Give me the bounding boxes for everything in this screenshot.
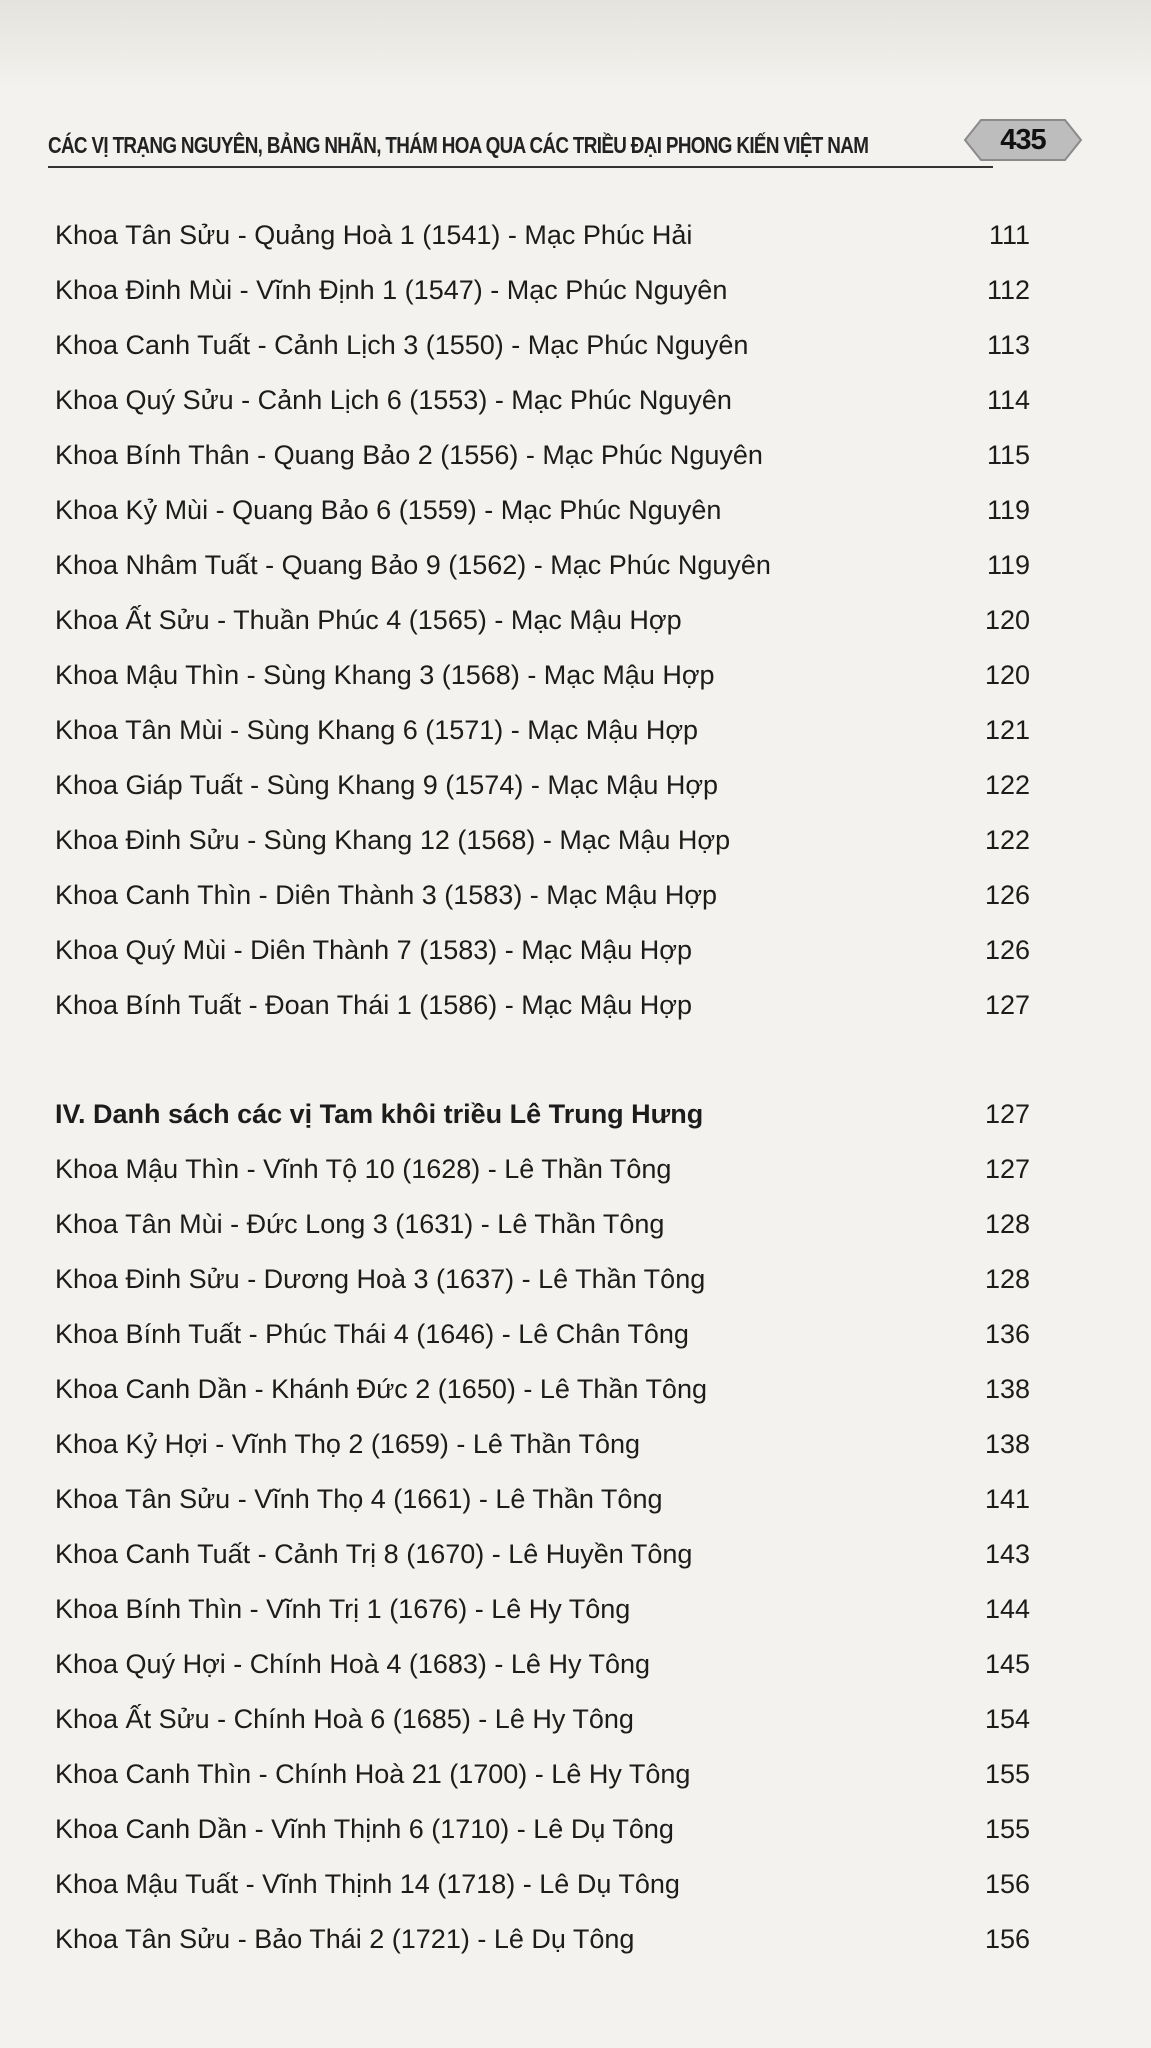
toc-entry	[55, 923, 1030, 978]
toc-entry-title: Khoa Canh Thìn - Chính Hoà 21 (1700) - Lê Hy Tông	[55, 1759, 691, 1789]
toc-entry	[55, 483, 1030, 538]
section-heading-title: IV. Danh sách các vị Tam khôi triều Lê Trung Hưng	[55, 1099, 704, 1129]
toc-entry	[55, 1637, 1030, 1692]
toc-entry-page: 155	[984, 1759, 1030, 1789]
toc-entry	[55, 758, 1030, 813]
toc-section-heading	[55, 1087, 1030, 1142]
toc-entry	[55, 868, 1030, 923]
toc-entry	[55, 208, 1030, 263]
toc-entry-title: Khoa Tân Sửu - Vĩnh Thọ 4 (1661) - Lê Thần Tông	[55, 1484, 663, 1514]
toc-entry-title: Khoa Kỷ Hợi - Vĩnh Thọ 2 (1659) - Lê Thần Tông	[55, 1429, 641, 1459]
toc-entry-title: Khoa Bính Thìn - Vĩnh Trị 1 (1676) - Lê Hy Tông	[55, 1594, 631, 1624]
toc-entry-page: 121	[984, 715, 1030, 745]
toc-entry	[55, 1307, 1030, 1362]
toc-entry-page: 127	[984, 990, 1030, 1020]
table-of-contents	[55, 208, 1030, 1967]
toc-entry	[55, 263, 1030, 318]
toc-entry	[55, 373, 1030, 428]
toc-entry	[55, 648, 1030, 703]
toc-entry-page: 126	[984, 935, 1030, 965]
toc-entry-page: 141	[984, 1484, 1030, 1514]
toc-entry-page: 144	[984, 1594, 1030, 1624]
toc-entry-title: Khoa Tân Mùi - Sùng Khang 6 (1571) - Mạc Mậu Hợp	[55, 715, 699, 745]
section-gap	[55, 1033, 1030, 1087]
toc-entry-title: Khoa Nhâm Tuất - Quang Bảo 9 (1562) - Mạc Phúc Nguyên	[55, 550, 771, 580]
toc-entry-title: Khoa Bính Tuất - Đoan Thái 1 (1586) - Mạc Mậu Hợp	[55, 990, 693, 1020]
toc-entry-title: Khoa Bính Thân - Quang Bảo 2 (1556) - Mạc Phúc Nguyên	[55, 440, 763, 470]
running-title: CÁC VỊ TRẠNG NGUYÊN, BẢNG NHÃN, THÁM HOA QUA CÁC TRIỀU ĐẠI PHONG KIẾN VIỆT NAM	[48, 132, 869, 158]
toc-entry	[55, 1197, 1030, 1252]
toc-entry-title: Khoa Canh Dần - Khánh Đức 2 (1650) - Lê Thần Tông	[55, 1374, 707, 1404]
toc-entry-page: 128	[984, 1209, 1030, 1239]
toc-entry-page: 154	[984, 1704, 1030, 1734]
toc-entry-page: 115	[986, 440, 1030, 470]
toc-entry-page: 114	[986, 385, 1030, 415]
toc-entry-page: 111	[988, 220, 1030, 250]
toc-entry-page: 122	[984, 770, 1030, 800]
toc-entry	[55, 593, 1030, 648]
toc-entry	[55, 1362, 1030, 1417]
toc-entry-page: 122	[984, 825, 1030, 855]
page-number-badge	[963, 118, 1083, 162]
toc-entry	[55, 1472, 1030, 1527]
toc-entry-page: 145	[984, 1649, 1030, 1679]
toc-entry	[55, 1747, 1030, 1802]
toc-entry	[55, 1417, 1030, 1472]
toc-entry-page: 138	[984, 1374, 1030, 1404]
toc-entry-title: Khoa Mậu Tuất - Vĩnh Thịnh 14 (1718) - Lê Dụ Tông	[55, 1869, 680, 1899]
toc-entry-page: 120	[984, 605, 1030, 635]
toc-entry-title: Khoa Canh Tuất - Cảnh Trị 8 (1670) - Lê Huyền Tông	[55, 1539, 693, 1569]
toc-entry-page: 156	[984, 1869, 1030, 1899]
toc-entry	[55, 703, 1030, 758]
toc-entry	[55, 1252, 1030, 1307]
page-header	[48, 118, 1046, 168]
toc-entry	[55, 1142, 1030, 1197]
toc-entry	[55, 1802, 1030, 1857]
toc-entry	[55, 1527, 1030, 1582]
toc-entry	[55, 538, 1030, 593]
toc-entry-title: Khoa Bính Tuất - Phúc Thái 4 (1646) - Lê Chân Tông	[55, 1319, 689, 1349]
toc-entry	[55, 978, 1030, 1033]
toc-entry-page: 112	[986, 275, 1030, 305]
section-heading-page: 127	[984, 1099, 1030, 1129]
toc-entry	[55, 813, 1030, 868]
toc-entry-title: Khoa Canh Tuất - Cảnh Lịch 3 (1550) - Mạc Phúc Nguyên	[55, 330, 749, 360]
toc-entry-title: Khoa Mậu Thìn - Vĩnh Tộ 10 (1628) - Lê Thần Tông	[55, 1154, 672, 1184]
toc-entry-title: Khoa Ất Sửu - Chính Hoà 6 (1685) - Lê Hy Tông	[55, 1704, 634, 1734]
toc-entry	[55, 428, 1030, 483]
toc-entry-title: Khoa Canh Thìn - Diên Thành 3 (1583) - Mạc Mậu Hợp	[55, 880, 718, 910]
toc-entry-title: Khoa Mậu Thìn - Sùng Khang 3 (1568) - Mạc Mậu Hợp	[55, 660, 715, 690]
toc-entry	[55, 1582, 1030, 1637]
toc-entry-page: 143	[984, 1539, 1030, 1569]
toc-entry-page: 120	[984, 660, 1030, 690]
toc-entry-page: 113	[986, 330, 1030, 360]
toc-entry	[55, 1857, 1030, 1912]
page-top-edge	[0, 0, 1151, 90]
toc-group-le-trung-hung	[55, 1142, 1030, 1967]
toc-entry-title: Khoa Kỷ Mùi - Quang Bảo 6 (1559) - Mạc Phúc Nguyên	[55, 495, 722, 525]
toc-entry-title: Khoa Đinh Mùi - Vĩnh Định 1 (1547) - Mạc Phúc Nguyên	[55, 275, 728, 305]
toc-entry-page: 136	[984, 1319, 1030, 1349]
toc-entry-title: Khoa Quý Mùi - Diên Thành 7 (1583) - Mạc Mậu Hợp	[55, 935, 692, 965]
toc-entry-page: 126	[984, 880, 1030, 910]
toc-entry	[55, 1912, 1030, 1967]
toc-entry-page: 138	[984, 1429, 1030, 1459]
toc-entry-title: Khoa Đinh Sửu - Sùng Khang 12 (1568) - Mạc Mậu Hợp	[55, 825, 731, 855]
header-rule	[48, 166, 993, 168]
toc-entry-page: 156	[984, 1924, 1030, 1954]
toc-group-mac	[55, 208, 1030, 1033]
toc-entry-page: 127	[984, 1154, 1030, 1184]
toc-entry-title: Khoa Canh Dần - Vĩnh Thịnh 6 (1710) - Lê Dụ Tông	[55, 1814, 674, 1844]
toc-entry-title: Khoa Ất Sửu - Thuần Phúc 4 (1565) - Mạc Mậu Hợp	[55, 605, 682, 635]
toc-entry-title: Khoa Đinh Sửu - Dương Hoà 3 (1637) - Lê Thần Tông	[55, 1264, 706, 1294]
toc-entry-title: Khoa Tân Sửu - Bảo Thái 2 (1721) - Lê Dụ Tông	[55, 1924, 635, 1954]
toc-entry-title: Khoa Quý Hợi - Chính Hoà 4 (1683) - Lê Hy Tông	[55, 1649, 651, 1679]
toc-entry-title: Khoa Tân Mùi - Đức Long 3 (1631) - Lê Thần Tông	[55, 1209, 665, 1239]
toc-entry-title: Khoa Tân Sửu - Quảng Hoà 1 (1541) - Mạc Phúc Hải	[55, 220, 693, 250]
toc-entry-page: 155	[984, 1814, 1030, 1844]
toc-entry-page: 119	[986, 495, 1030, 525]
toc-entry-page: 119	[986, 550, 1030, 580]
toc-entry-title: Khoa Quý Sửu - Cảnh Lịch 6 (1553) - Mạc Phúc Nguyên	[55, 385, 732, 415]
toc-entry	[55, 318, 1030, 373]
toc-entry	[55, 1692, 1030, 1747]
toc-entry-page: 128	[984, 1264, 1030, 1294]
toc-entry-title: Khoa Giáp Tuất - Sùng Khang 9 (1574) - Mạc Mậu Hợp	[55, 770, 719, 800]
page-number: 435	[1000, 124, 1046, 156]
